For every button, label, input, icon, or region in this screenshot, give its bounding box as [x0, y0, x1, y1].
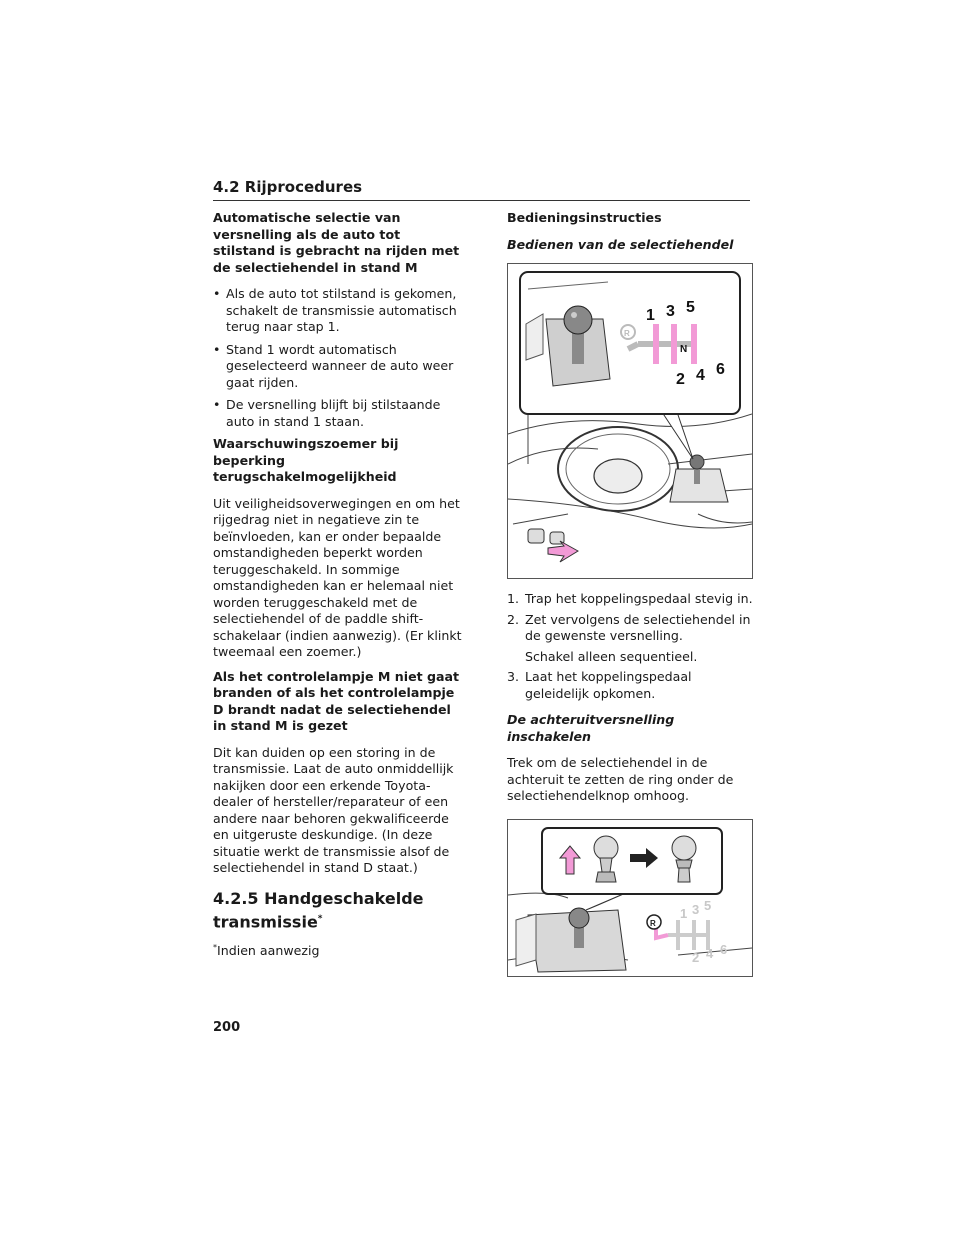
figure-reverse — [507, 819, 753, 977]
left-column — [213, 210, 463, 959]
gear-label: R — [650, 918, 656, 928]
step-number: 1. — [507, 591, 520, 606]
list-item: • De versnelling blijft bij stilstaande auto in stand 1 staan. — [213, 397, 463, 430]
step-note: Schakel alleen sequentieel. — [525, 648, 698, 664]
step-text: Trap het koppelingspedaal stevig in. — [525, 591, 753, 606]
footnote-mark: * — [213, 942, 217, 952]
chapter-title — [213, 889, 463, 932]
list-item — [507, 591, 753, 608]
chapter-title-text: 4.2.5 Handgeschakelde transmissie — [213, 888, 424, 931]
heading-auto-selection: Automatische selectie van versnelling als de auto tot stilstand is gebracht na rijden met de selectiehendel in stand M — [213, 210, 460, 275]
list-item: • Als de auto tot stilstand is gekomen, schakelt de transmissie automatisch terug naar stap 1. — [213, 286, 463, 336]
heading-warning-buzzer: Waarschuwingszoemer bij beperking terugschakelmogelijkheid — [213, 436, 399, 484]
gear-label: 4 — [706, 945, 714, 961]
reverse-illustration — [508, 820, 752, 976]
warning-buzzer-text: Uit veiligheidsoverwegingen en om het rijgedrag niet in negatieve zin te beïnvloeden, kan er onder bepaalde omstandigheden beperkt worden teruggeschakeld. In sommige omstandigheden kan er helemaal niet worden teruggeschakeld met de selectiehendel of de paddle shift-schakelaar (indien aanwezig). (Er klinkt tweemaal een zoemer.) — [213, 495, 462, 659]
heading-indicator-m: Als het controlelampje M niet gaat branden of als het controlelampje D brandt nadat de selectiehendel in stand M is gezet — [213, 668, 460, 733]
reverse-text: Trek om de selectiehendel in de achteruit te zetten de ring onder de selectiehendelknop omhoog. — [507, 755, 734, 803]
heading-instructions: Bedieningsinstructies — [507, 210, 662, 225]
gear-label: 3 — [692, 901, 700, 917]
gear-label: 1 — [680, 905, 688, 921]
gear-label: 3 — [666, 303, 675, 320]
step-number: 2. — [507, 611, 520, 627]
subheading-lever: Bedienen van de selectiehendel — [507, 236, 734, 252]
section-header: 4.2 Rijprocedures — [213, 178, 750, 201]
step-number: 3. — [507, 669, 520, 684]
gear-label: 2 — [692, 949, 700, 965]
gear-label: 6 — [720, 941, 728, 957]
gear-label: 5 — [686, 299, 695, 316]
footnote-text: Indien aanwezig — [217, 943, 320, 959]
indicator-m-text: Dit kan duiden op een storing in de transmissie. Laat de auto onmiddellijk nakijken door een erkende Toyota-dealer of hersteller/reparateur of een andere naar behoren gekwalificeerde en uitgeruste deskundige. (In deze situatie werkt de transmissie alsof de selectiehendel in stand D staat.) — [213, 744, 454, 875]
gear-label: R — [624, 329, 630, 338]
step-text: Laat het koppelingspedaal geleidelijk opkomen. — [525, 669, 692, 701]
shift-lever-illustration — [508, 264, 752, 578]
list-item: • Stand 1 wordt automatisch geselecteerd wanneer de auto weer gaat rijden. — [213, 342, 463, 392]
chapter-title-mark: * — [317, 913, 323, 924]
footnote — [213, 940, 463, 959]
auto-selection-list — [213, 286, 463, 430]
step-text: Zet vervolgens de selectiehendel in de gewenste versnelling. — [525, 611, 751, 643]
steps-list — [507, 591, 753, 702]
gear-label: 4 — [696, 367, 705, 384]
gear-label: N — [680, 344, 688, 355]
gear-label: 1 — [646, 307, 655, 324]
figure-shift-lever — [507, 263, 753, 579]
list-item — [507, 612, 753, 666]
page-number: 200 — [213, 1020, 241, 1035]
right-column — [507, 210, 753, 977]
gear-label: 6 — [716, 361, 725, 378]
list-item — [507, 669, 753, 702]
gear-label: 2 — [676, 371, 685, 388]
subheading-reverse: De achteruitversnelling inschakelen — [507, 712, 675, 744]
gear-label: 5 — [704, 897, 712, 913]
